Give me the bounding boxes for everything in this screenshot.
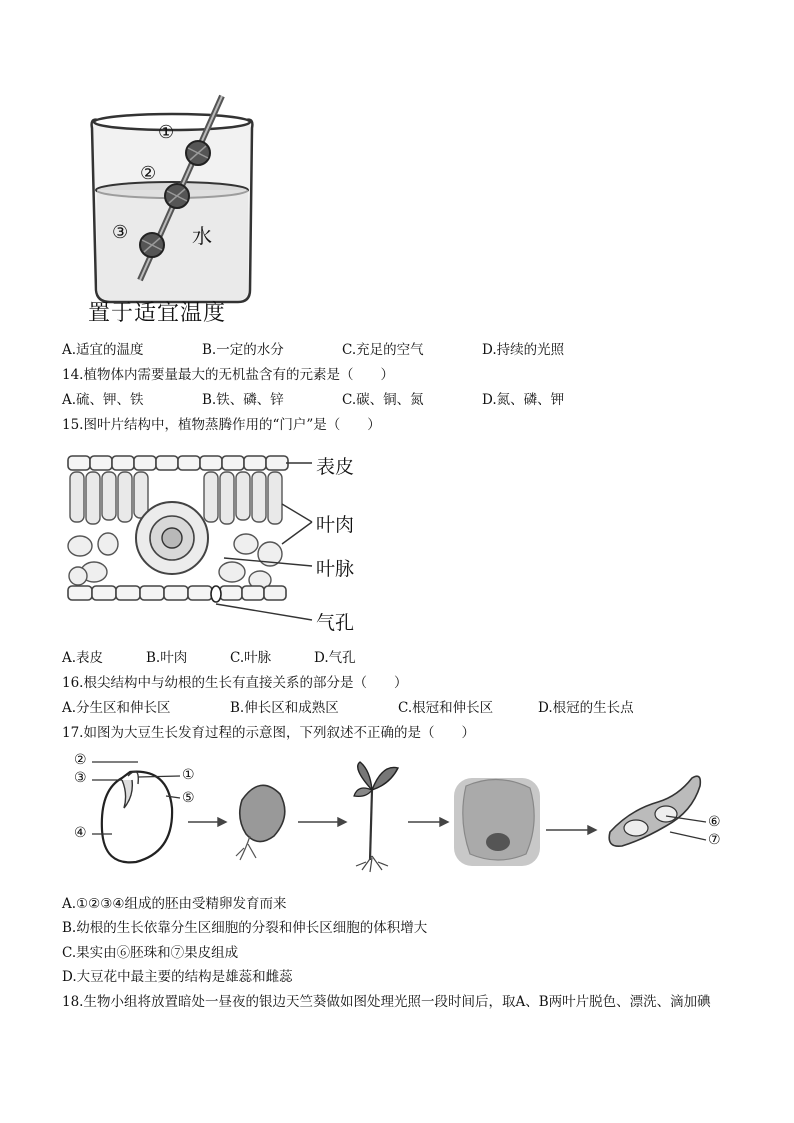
- q16-option-b[interactable]: B.伸长区和成熟区: [230, 700, 339, 716]
- seed-marker-5: ⑤: [182, 790, 195, 806]
- label-epidermis: 表皮: [316, 456, 355, 478]
- leaf-section-figure: [64, 448, 374, 640]
- water-label: 水: [192, 224, 212, 248]
- pod-marker-6: ⑥: [708, 814, 721, 830]
- label-vein: 叶脉: [316, 558, 355, 580]
- pod-marker-7: ⑦: [708, 832, 721, 848]
- seed-marker-4: ④: [74, 825, 87, 841]
- seed-marker-3: ③: [74, 770, 87, 786]
- q15-option-b[interactable]: B.叶肉: [146, 650, 188, 666]
- q18-stem: 18.生物小组将放置暗处一昼夜的银边天竺葵做如图处理光照一段时间后，取A、B两叶片脱色、漂洗、滴加碘: [62, 994, 711, 1010]
- q15-option-a[interactable]: A.表皮: [62, 650, 104, 666]
- q14-option-a[interactable]: A.硫、钾、铁: [62, 392, 144, 408]
- figure-caption: 置于适宜温度: [88, 301, 227, 326]
- marker-1: ①: [158, 122, 175, 143]
- seed-marker-1: ①: [182, 767, 195, 783]
- q13-option-a[interactable]: A.适宜的温度: [62, 342, 144, 358]
- beaker-figure: [80, 90, 270, 330]
- q16-option-c[interactable]: C.根冠和伸长区: [398, 700, 494, 716]
- q16-option-d[interactable]: D.根冠的生长点: [538, 700, 634, 716]
- label-mesophyll: 叶肉: [316, 514, 355, 536]
- q16-option-a[interactable]: A.分生区和伸长区: [62, 700, 171, 716]
- q15-option-d[interactable]: D.气孔: [314, 650, 356, 666]
- q13-option-d[interactable]: D.持续的光照: [482, 342, 565, 358]
- q17-option-b[interactable]: B.幼根的生长依靠分生区细胞的分裂和伸长区细胞的体积增大: [62, 920, 428, 936]
- q16-stem: 16.根尖结构中与幼根的生长有直接关系的部分是（ ）: [62, 675, 408, 691]
- label-stoma: 气孔: [316, 612, 355, 634]
- q14-option-c[interactable]: C.碳、铜、氮: [342, 392, 424, 408]
- q13-option-b[interactable]: B.一定的水分: [202, 342, 284, 358]
- q14-stem: 14.植物体内需要量最大的无机盐含有的元素是（ ）: [62, 367, 394, 383]
- marker-3: ③: [112, 222, 129, 243]
- q14-option-b[interactable]: B.铁、磷、锌: [202, 392, 284, 408]
- soybean-development-figure: [70, 750, 730, 875]
- q17-option-c[interactable]: C.果实由⑥胚珠和⑦果皮组成: [62, 945, 239, 961]
- marker-2: ②: [140, 163, 157, 184]
- q17-option-a[interactable]: A.①②③④组成的胚由受精卵发育而来: [62, 896, 287, 912]
- q13-option-c[interactable]: C.充足的空气: [342, 342, 424, 358]
- q15-stem: 15.图叶片结构中，植物蒸腾作用的“门户”是（ ）: [62, 417, 381, 433]
- q17-stem: 17.如图为大豆生长发育过程的示意图，下列叙述不正确的是（ ）: [62, 725, 475, 741]
- q14-option-d[interactable]: D.氮、磷、钾: [482, 392, 565, 408]
- q15-option-c[interactable]: C.叶脉: [230, 650, 272, 666]
- seed-marker-2: ②: [74, 752, 87, 768]
- q17-option-d[interactable]: D.大豆花中最主要的结构是雄蕊和雌蕊: [62, 969, 293, 985]
